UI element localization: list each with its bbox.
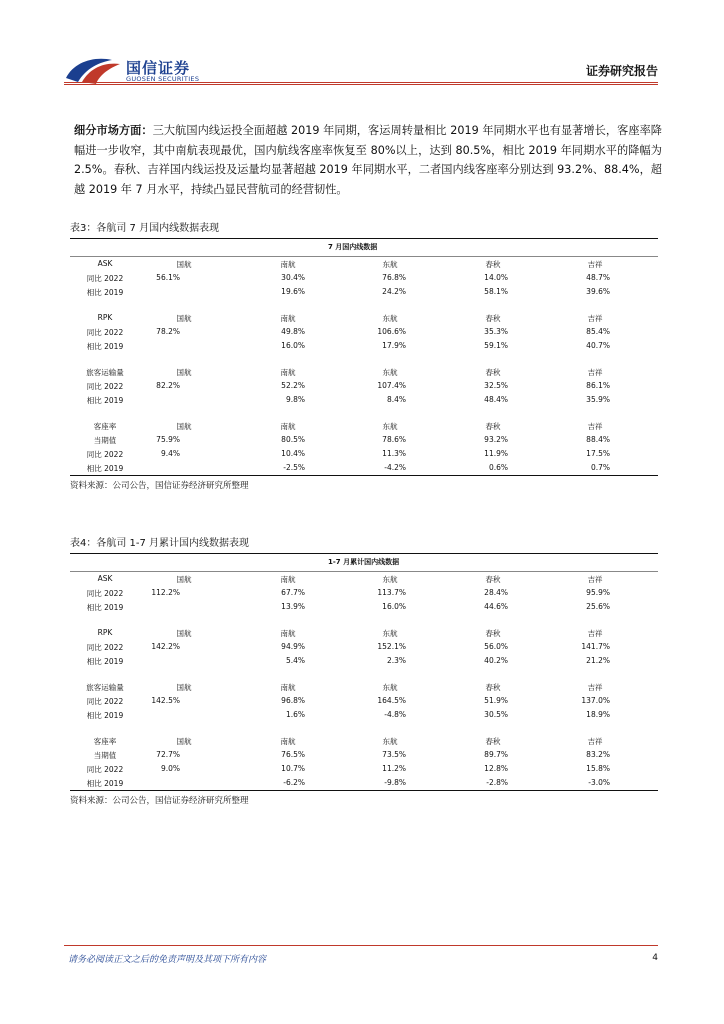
- table-cell: -4.8%: [384, 710, 406, 719]
- row-label: 同比 2022: [86, 274, 124, 283]
- group-gap: [70, 722, 658, 734]
- table-cell: -2.5%: [283, 463, 305, 472]
- table-cell: 86.1%: [586, 381, 610, 390]
- table-cell: 78.2%: [156, 327, 180, 336]
- metric-name: 客座率: [93, 737, 117, 746]
- table-cell: 30.4%: [281, 273, 305, 282]
- table-cell: 11.3%: [382, 449, 406, 458]
- airline-header: 吉祥: [587, 314, 603, 323]
- airline-header: 南航: [280, 260, 296, 269]
- row-label: 同比 2022: [86, 382, 124, 391]
- table-cell: 106.6%: [377, 327, 406, 336]
- table-cell: -2.8%: [486, 778, 508, 787]
- table-cell: 72.7%: [156, 750, 180, 759]
- table-cell: 12.8%: [484, 764, 508, 773]
- table-row: [70, 447, 658, 461]
- airline-header: 吉祥: [587, 575, 603, 584]
- table-cell: 52.2%: [281, 381, 305, 390]
- footer-divider: [64, 945, 658, 946]
- table-cell: 19.6%: [281, 287, 305, 296]
- table-4-source: 资料来源：公司公告，国信证券经济研究所整理: [70, 796, 249, 806]
- airline-header: 东航: [382, 737, 398, 746]
- table-cell: 2.3%: [386, 656, 406, 665]
- airline-header: 吉祥: [587, 368, 603, 377]
- row-label: 同比 2022: [86, 450, 124, 459]
- group-gap: [70, 353, 658, 365]
- table-4-body: [70, 572, 658, 791]
- table-cell: 17.9%: [382, 341, 406, 350]
- table-cell: 21.2%: [586, 656, 610, 665]
- table-row: [70, 640, 658, 654]
- table-cell: 152.1%: [377, 642, 406, 651]
- table-cell: 16.0%: [382, 602, 406, 611]
- row-label: 相比 2019: [86, 342, 124, 351]
- table-row: [70, 285, 658, 299]
- table-cell: -4.2%: [384, 463, 406, 472]
- table-row: [70, 586, 658, 600]
- metric-name: 旅客运输量: [86, 368, 124, 377]
- metric-header-row: [70, 419, 658, 433]
- table-cell: 56.1%: [156, 273, 180, 282]
- table-4-header-label: 1-7 月累计国内线数据: [328, 558, 400, 566]
- table-row: [70, 600, 658, 614]
- table-cell: 80.5%: [281, 435, 305, 444]
- table-cell: 9.0%: [160, 764, 180, 773]
- table-cell: -3.0%: [588, 778, 610, 787]
- table-3-header-label: 7 月国内线数据: [328, 243, 378, 251]
- table-cell: 24.2%: [382, 287, 406, 296]
- metric-header-row: [70, 572, 658, 586]
- table-cell: 96.8%: [281, 696, 305, 705]
- airline-header: 国航: [176, 575, 192, 584]
- table-cell: 113.7%: [377, 588, 406, 597]
- table-cell: 112.2%: [151, 588, 180, 597]
- airline-header: 春秋: [485, 629, 501, 638]
- airline-header: 国航: [176, 737, 192, 746]
- metric-name: RPK: [97, 313, 113, 322]
- airline-header: 国航: [176, 368, 192, 377]
- page-number: 4: [652, 953, 658, 963]
- airline-header: 国航: [176, 260, 192, 269]
- table-row: [70, 325, 658, 339]
- row-label: 相比 2019: [86, 657, 124, 666]
- airline-header: 吉祥: [587, 737, 603, 746]
- airline-header: 国航: [176, 629, 192, 638]
- table-cell: -9.8%: [384, 778, 406, 787]
- table-cell: 14.0%: [484, 273, 508, 282]
- airline-header: 吉祥: [587, 260, 603, 269]
- table-row: [70, 694, 658, 708]
- table-3: [70, 222, 658, 491]
- row-label: 同比 2022: [86, 589, 124, 598]
- row-label: 相比 2019: [86, 288, 124, 297]
- intro-lead: 细分市场方面：: [74, 124, 153, 137]
- page-header: [0, 0, 724, 90]
- table-4: [70, 537, 658, 806]
- table-cell: 82.2%: [156, 381, 180, 390]
- table-cell: 48.7%: [586, 273, 610, 282]
- group-gap: [70, 299, 658, 311]
- airline-header: 吉祥: [587, 422, 603, 431]
- table-cell: 10.7%: [281, 764, 305, 773]
- table-cell: 9.4%: [160, 449, 180, 458]
- table-cell: 89.7%: [484, 750, 508, 759]
- table-cell: 18.9%: [586, 710, 610, 719]
- table-cell: 39.6%: [586, 287, 610, 296]
- airline-header: 南航: [280, 629, 296, 638]
- table-cell: 56.0%: [484, 642, 508, 651]
- table-cell: 25.6%: [586, 602, 610, 611]
- table-cell: 58.1%: [484, 287, 508, 296]
- metric-name: ASK: [97, 574, 113, 583]
- table-row: [70, 748, 658, 762]
- brand-name-en: GUOSEN SECURITIES: [126, 75, 200, 83]
- intro-text: 三大航国内线运投全面超越 2019 年同期，客运周转量相比 2019 年同期水平也有显著增长，客座率降幅进一步收窄，其中南航表现最优，国内航线客座率恢复至 80%以上，达到 80.5%，相比 2019 年同期水平的降幅为 2.5%。春秋、吉祥国内线运投及运量均显著超越 2019 年同期水平，二者国内线客座率分别达到 93.2%、88.4%，超越 2019 年 7 月水平，持续凸显民营航司的经营韧性。: [74, 124, 662, 196]
- table-3-header: [70, 239, 658, 257]
- metric-header-row: [70, 365, 658, 379]
- group-gap: [70, 614, 658, 626]
- table-cell: 44.6%: [484, 602, 508, 611]
- table-cell: 1.6%: [285, 710, 305, 719]
- airline-header: 南航: [280, 314, 296, 323]
- row-label: 相比 2019: [86, 779, 124, 788]
- row-label: 相比 2019: [86, 603, 124, 612]
- airline-header: 春秋: [485, 683, 501, 692]
- table-cell: 13.9%: [281, 602, 305, 611]
- table-row: [70, 708, 658, 722]
- airline-header: 春秋: [485, 737, 501, 746]
- table-cell: 10.4%: [281, 449, 305, 458]
- airline-header: 南航: [280, 368, 296, 377]
- table-cell: 141.7%: [581, 642, 610, 651]
- airline-header: 春秋: [485, 422, 501, 431]
- airline-header: 吉祥: [587, 629, 603, 638]
- airline-header: 春秋: [485, 260, 501, 269]
- airline-header: 南航: [280, 683, 296, 692]
- table-cell: 85.4%: [586, 327, 610, 336]
- airline-header: 春秋: [485, 575, 501, 584]
- report-type: 证券研究报告: [585, 64, 658, 78]
- airline-header: 东航: [382, 422, 398, 431]
- table-cell: 9.8%: [285, 395, 305, 404]
- table-cell: 11.9%: [484, 449, 508, 458]
- table-cell: 59.1%: [484, 341, 508, 350]
- table-cell: 28.4%: [484, 588, 508, 597]
- row-label: 当期值: [93, 751, 117, 760]
- table-cell: 88.4%: [586, 435, 610, 444]
- brand-name-cn: 国信证券: [126, 59, 191, 77]
- table-cell: 67.7%: [281, 588, 305, 597]
- table-cell: 35.9%: [586, 395, 610, 404]
- table-cell: 83.2%: [586, 750, 610, 759]
- airline-header: 东航: [382, 314, 398, 323]
- footer-disclaimer: 请务必阅读正文之后的免责声明及其项下所有内容: [68, 955, 267, 965]
- airline-header: 春秋: [485, 314, 501, 323]
- table-cell: 8.4%: [386, 395, 406, 404]
- row-label: 相比 2019: [86, 464, 124, 473]
- table-cell: 32.5%: [484, 381, 508, 390]
- guosen-logo-icon: [64, 52, 122, 86]
- header-divider-2: [64, 84, 658, 85]
- table-cell: 137.0%: [581, 696, 610, 705]
- table-cell: 35.3%: [484, 327, 508, 336]
- airline-header: 东航: [382, 629, 398, 638]
- airline-header: 国航: [176, 314, 192, 323]
- metric-name: RPK: [97, 628, 113, 637]
- airline-header: 春秋: [485, 368, 501, 377]
- table-3-title: 表3：各航司 7 月国内线数据表现: [70, 222, 658, 239]
- row-label: 同比 2022: [86, 643, 124, 652]
- airline-header: 吉祥: [587, 683, 603, 692]
- table-cell: 164.5%: [377, 696, 406, 705]
- airline-header: 南航: [280, 737, 296, 746]
- table-cell: 17.5%: [586, 449, 610, 458]
- row-label: 同比 2022: [86, 697, 124, 706]
- metric-header-row: [70, 311, 658, 325]
- table-cell: 93.2%: [484, 435, 508, 444]
- table-3-source: 资料来源：公司公告，国信证券经济研究所整理: [70, 481, 249, 491]
- table-cell: 95.9%: [586, 588, 610, 597]
- table-cell: 30.5%: [484, 710, 508, 719]
- airline-header: 南航: [280, 422, 296, 431]
- metric-header-row: [70, 257, 658, 271]
- airline-header: 国航: [176, 683, 192, 692]
- row-label: 相比 2019: [86, 711, 124, 720]
- table-4-header: [70, 554, 658, 572]
- table-row: [70, 433, 658, 447]
- table-cell: 142.5%: [151, 696, 180, 705]
- row-label: 同比 2022: [86, 328, 124, 337]
- table-row: [70, 271, 658, 285]
- row-label: 同比 2022: [86, 765, 124, 774]
- metric-name: ASK: [97, 259, 113, 268]
- table-cell: 11.2%: [382, 764, 406, 773]
- metric-name: 旅客运输量: [86, 683, 124, 692]
- table-4-title: 表4：各航司 1-7 月累计国内线数据表现: [70, 537, 658, 554]
- table-cell: 40.2%: [484, 656, 508, 665]
- metric-header-row: [70, 734, 658, 748]
- table-cell: 73.5%: [382, 750, 406, 759]
- airline-header: 东航: [382, 368, 398, 377]
- table-row: [70, 379, 658, 393]
- group-gap: [70, 407, 658, 419]
- airline-header: 东航: [382, 260, 398, 269]
- metric-name: 客座率: [93, 422, 117, 431]
- airline-header: 东航: [382, 575, 398, 584]
- table-cell: 0.7%: [590, 463, 610, 472]
- table-cell: 107.4%: [377, 381, 406, 390]
- table-cell: 94.9%: [281, 642, 305, 651]
- table-row: [70, 393, 658, 407]
- metric-header-row: [70, 626, 658, 640]
- table-row: [70, 654, 658, 668]
- table-cell: 48.4%: [484, 395, 508, 404]
- intro-paragraph: [74, 121, 662, 199]
- table-cell: 40.7%: [586, 341, 610, 350]
- airline-header: 国航: [176, 422, 192, 431]
- table-cell: 16.0%: [281, 341, 305, 350]
- row-label: 当期值: [93, 436, 117, 445]
- table-cell: 0.6%: [488, 463, 508, 472]
- table-row: [70, 762, 658, 776]
- table-cell: 15.8%: [586, 764, 610, 773]
- table-row: [70, 339, 658, 353]
- company-logo: [64, 52, 214, 86]
- table-cell: 78.6%: [382, 435, 406, 444]
- group-gap: [70, 668, 658, 680]
- table-cell: 49.8%: [281, 327, 305, 336]
- table-cell: 142.2%: [151, 642, 180, 651]
- metric-header-row: [70, 680, 658, 694]
- table-row: [70, 776, 658, 790]
- table-3-body: [70, 257, 658, 476]
- table-cell: 75.9%: [156, 435, 180, 444]
- airline-header: 南航: [280, 575, 296, 584]
- airline-header: 东航: [382, 683, 398, 692]
- table-cell: 76.5%: [281, 750, 305, 759]
- table-cell: 5.4%: [285, 656, 305, 665]
- table-cell: 76.8%: [382, 273, 406, 282]
- table-cell: 51.9%: [484, 696, 508, 705]
- table-row: [70, 461, 658, 475]
- header-divider: [64, 82, 658, 83]
- table-cell: -6.2%: [283, 778, 305, 787]
- row-label: 相比 2019: [86, 396, 124, 405]
